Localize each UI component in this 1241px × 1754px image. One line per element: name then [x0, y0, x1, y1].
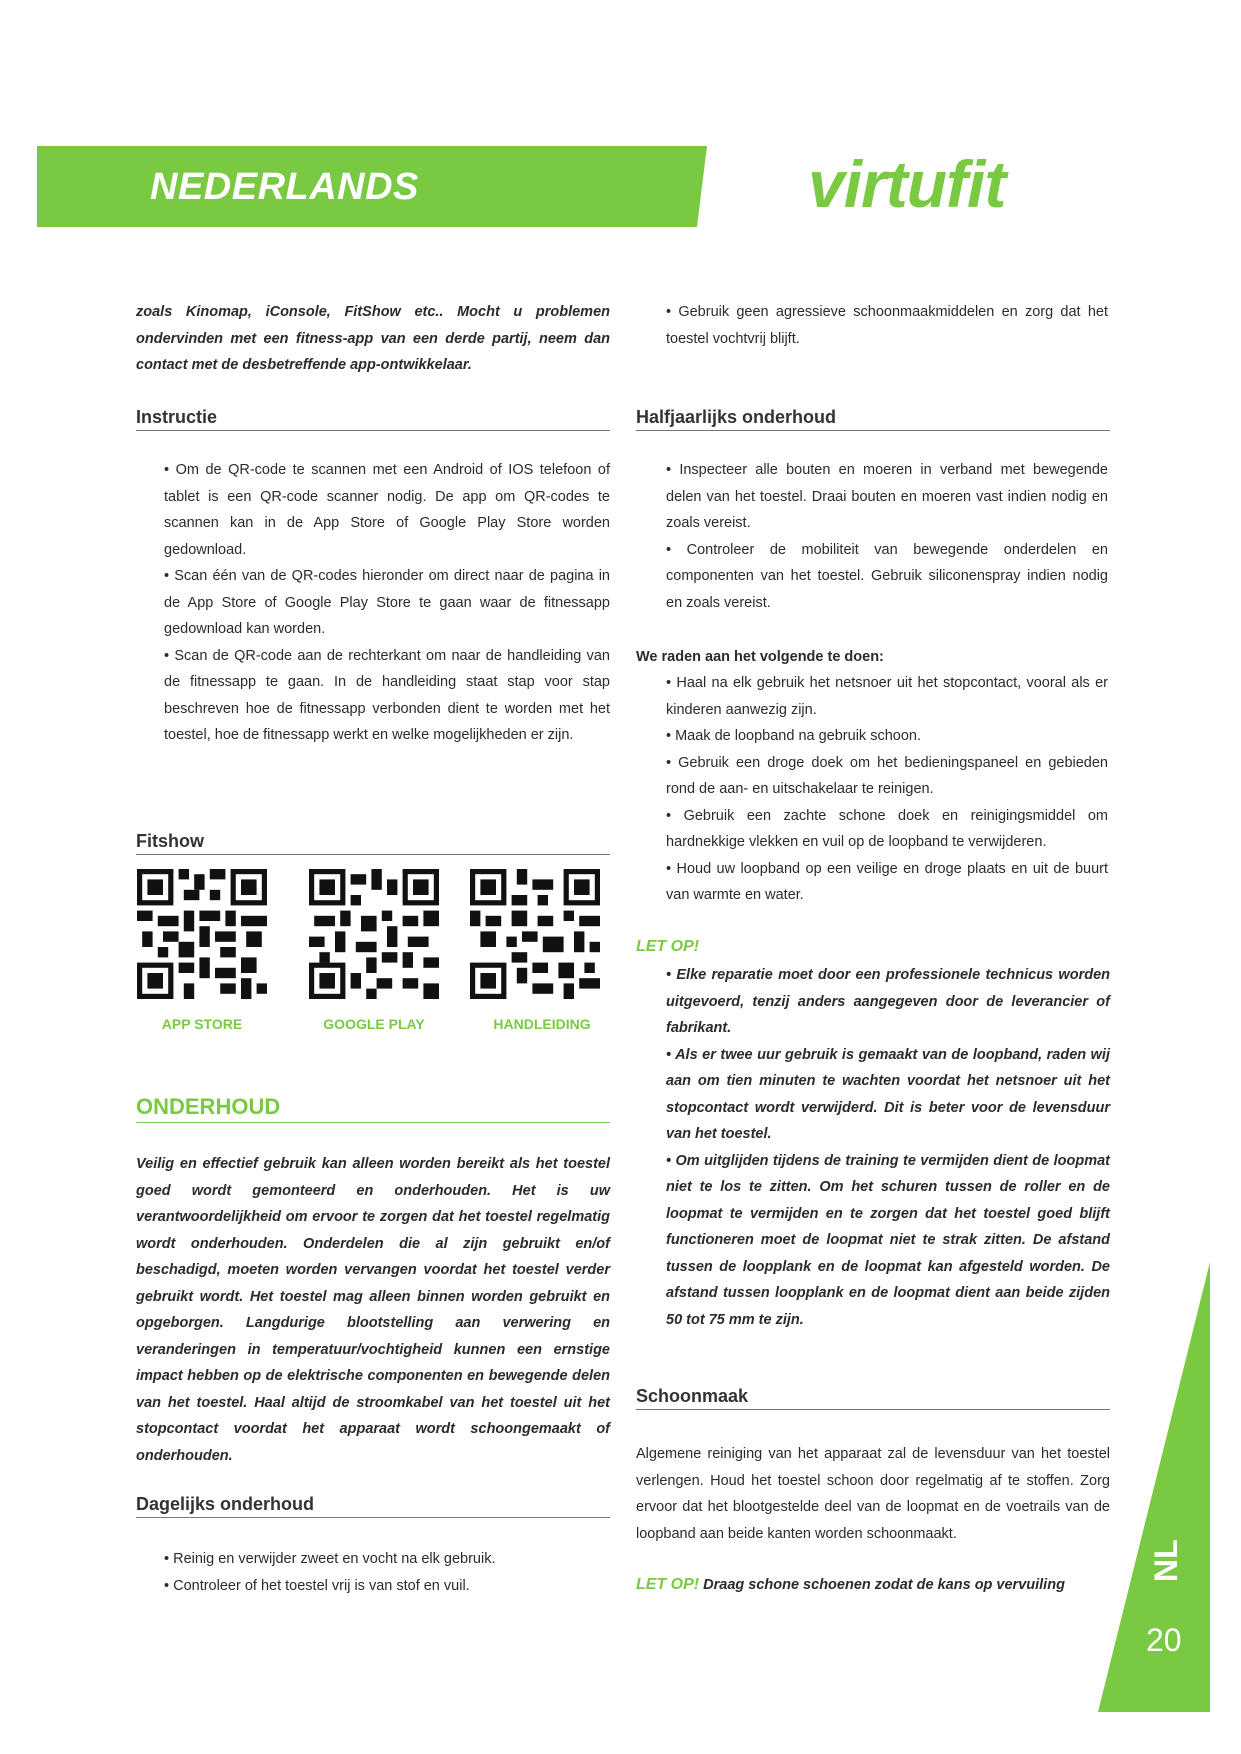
list-item: • Elke reparatie moet door een professionele technicus worden uitgevoerd, tenzij anders aangegeven door de leverancier of fabrikant.	[666, 967, 1110, 1036]
onderhoud-text: Veilig en effectief gebruik kan alleen worden bereikt als het toestel goed wordt gemonteerd en onderhouden. Het is uw verantwoordelijkheid om ervoor te zorgen dat het toestel regelmatig wordt onderhouden. Onderdelen die al zijn gebruikt en/of beschadigd, moeten worden vervangen voordat het toestel verder gebruikt wordt. Het toestel mag alleen binnen worden gebruikt en opgeborgen. Langdurige blootstelling aan verwering en veranderingen in temperatuur/vochtigheid kunnen een ernstige impact hebben op de elektrische componenten en bewegende delen van het toestel. Haal altijd de stroomkabel van het toestel uit het stopcontact voordat het apparaat wordt schoongemaakt of onderhouden.	[136, 1156, 610, 1464]
letop-heading: LET OP!	[636, 938, 700, 955]
language-code: NL	[1148, 1539, 1184, 1582]
list-item: • Om de QR-code te scannen met een Android of IOS telefoon of tablet is een QR-code scanner nodig. De app om QR-codes te scannen kan in de App Store of Google Play Store worden gedownload.	[164, 462, 610, 558]
language-title: NEDERLANDS	[150, 166, 419, 208]
instructie-heading: Instructie	[136, 407, 610, 431]
right-intro: • Gebruik geen agressieve schoonmaakmiddelen en zorg dat het toestel vochtvrij blijft.	[666, 304, 1108, 347]
qr-label-handleiding: HANDLEIDING	[493, 1016, 591, 1032]
list-item: • Controleer of het toestel vrij is van stof en vuil.	[164, 1577, 470, 1594]
advies-heading: We raden aan het volgende te doen:	[636, 649, 884, 665]
halfjaar-list	[666, 457, 1108, 616]
list-item: • Scan één van de QR-codes hieronder om direct naar de pagina in de App Store of Google Play Store te gaan waar de fitnessapp gedownload kan worden.	[164, 568, 610, 637]
list-item: • Gebruik een droge doek om het bedieningspaneel en gebieden rond de aan- en uitschakelaar te reinigen.	[666, 754, 1108, 797]
list-item: • Gebruik een zachte schone doek en reinigingsmiddel om hardnekkige vlekken en vuil op de loopband te verwijderen.	[666, 807, 1108, 850]
letop-footnote-label: LET OP!	[636, 1576, 700, 1593]
list-item: • Om uitglijden tijdens de training te vermijden dient de loopmat niet te los te zitten. Om het schuren tussen de roller en de loopmat te vermijden en te zorgen dat het toestel goed blijft functioneren moet de loopmat niet te strak zitten. De afstand tussen de loopplank en de loopmat kan afgesteld worden. De afstand tussen loopplank en de loopmat dient aan beide zijden 50 tot 75 mm te zijn.	[666, 1152, 1110, 1328]
qr-label-app-store: APP STORE	[161, 1016, 243, 1032]
brand-logo: virtufit	[808, 147, 1006, 221]
list-item: • Inspecteer alle bouten en moeren in verband met bewegende delen van het toestel. Draai bouten en moeren vast indien nodig en zoals vereist.	[666, 462, 1108, 531]
dagelijks-heading: Dagelijks onderhoud	[136, 1494, 610, 1518]
list-item: • Reinig en verwijder zweet en vocht na elk gebruik.	[164, 1551, 496, 1567]
list-item: • Scan de QR-code aan de rechterkant om naar de handleiding van de fitnessapp te gaan. In de handleiding staat stap voor stap beschreven hoe de fitnessapp verbonden dient te worden met het toestel, hoe de fitnessapp werkt en welke mogelijkheden er zijn.	[164, 647, 610, 743]
schoonmaak-heading: Schoonmaak	[636, 1386, 1110, 1410]
advies-list	[666, 670, 1108, 909]
instructie-list	[164, 457, 610, 749]
halfjaar-heading: Halfjaarlijks onderhoud	[636, 407, 1110, 431]
qr-code-icon	[137, 869, 267, 999]
dagelijks-list	[164, 1546, 610, 1599]
letop-footnote	[636, 1572, 1110, 1599]
qr-code-icon	[309, 869, 439, 999]
left-intro: zoals Kinomap, iConsole, FitShow etc.. Mocht u problemen ondervinden met een fitness-app van een derde partij, neem dan contact met de desbetreffende app-ontwikkelaar.	[136, 304, 610, 373]
list-item: • Controleer de mobiliteit van bewegende onderdelen en componenten van het toestel. Gebruik siliconenspray indien nodig en zoals vereist.	[666, 541, 1108, 611]
qr-code-icon	[470, 869, 600, 999]
fitshow-heading: Fitshow	[136, 831, 610, 855]
schoonmaak-text: Algemene reiniging van het apparaat zal de levensduur van het toestel verlengen. Houd het toestel schoon door regelmatig af te stoffen. Zorg ervoor dat het blootgestelde deel van de loopmat en de voetrails van de loopband aan beide kanten worden schoonmaakt.	[636, 1446, 1110, 1542]
list-item: • Als er twee uur gebruik is gemaakt van de loopband, raden wij aan om tien minuten te wachten voordat het netsnoer uit het stopcontact wordt verwijderd. Dit is beter voor de levensduur van het toestel.	[666, 1046, 1110, 1142]
list-item: • Houd uw loopband op een veilige en droge plaats en uit de buurt van warmte en water.	[666, 860, 1108, 903]
onderhoud-heading: ONDERHOUD	[136, 1094, 610, 1123]
qr-label-google-play: GOOGLE PLAY	[323, 1016, 425, 1032]
letop-footnote-text: Draag schone schoenen zodat de kans op vervuiling	[703, 1577, 1065, 1593]
page-number: 20	[1146, 1622, 1182, 1658]
list-item: • Haal na elk gebruik het netsnoer uit het stopcontact, vooral als er kinderen aanwezig zijn.	[666, 675, 1108, 718]
letop-list	[666, 962, 1110, 1333]
list-item: • Maak de loopband na gebruik schoon.	[666, 728, 921, 744]
